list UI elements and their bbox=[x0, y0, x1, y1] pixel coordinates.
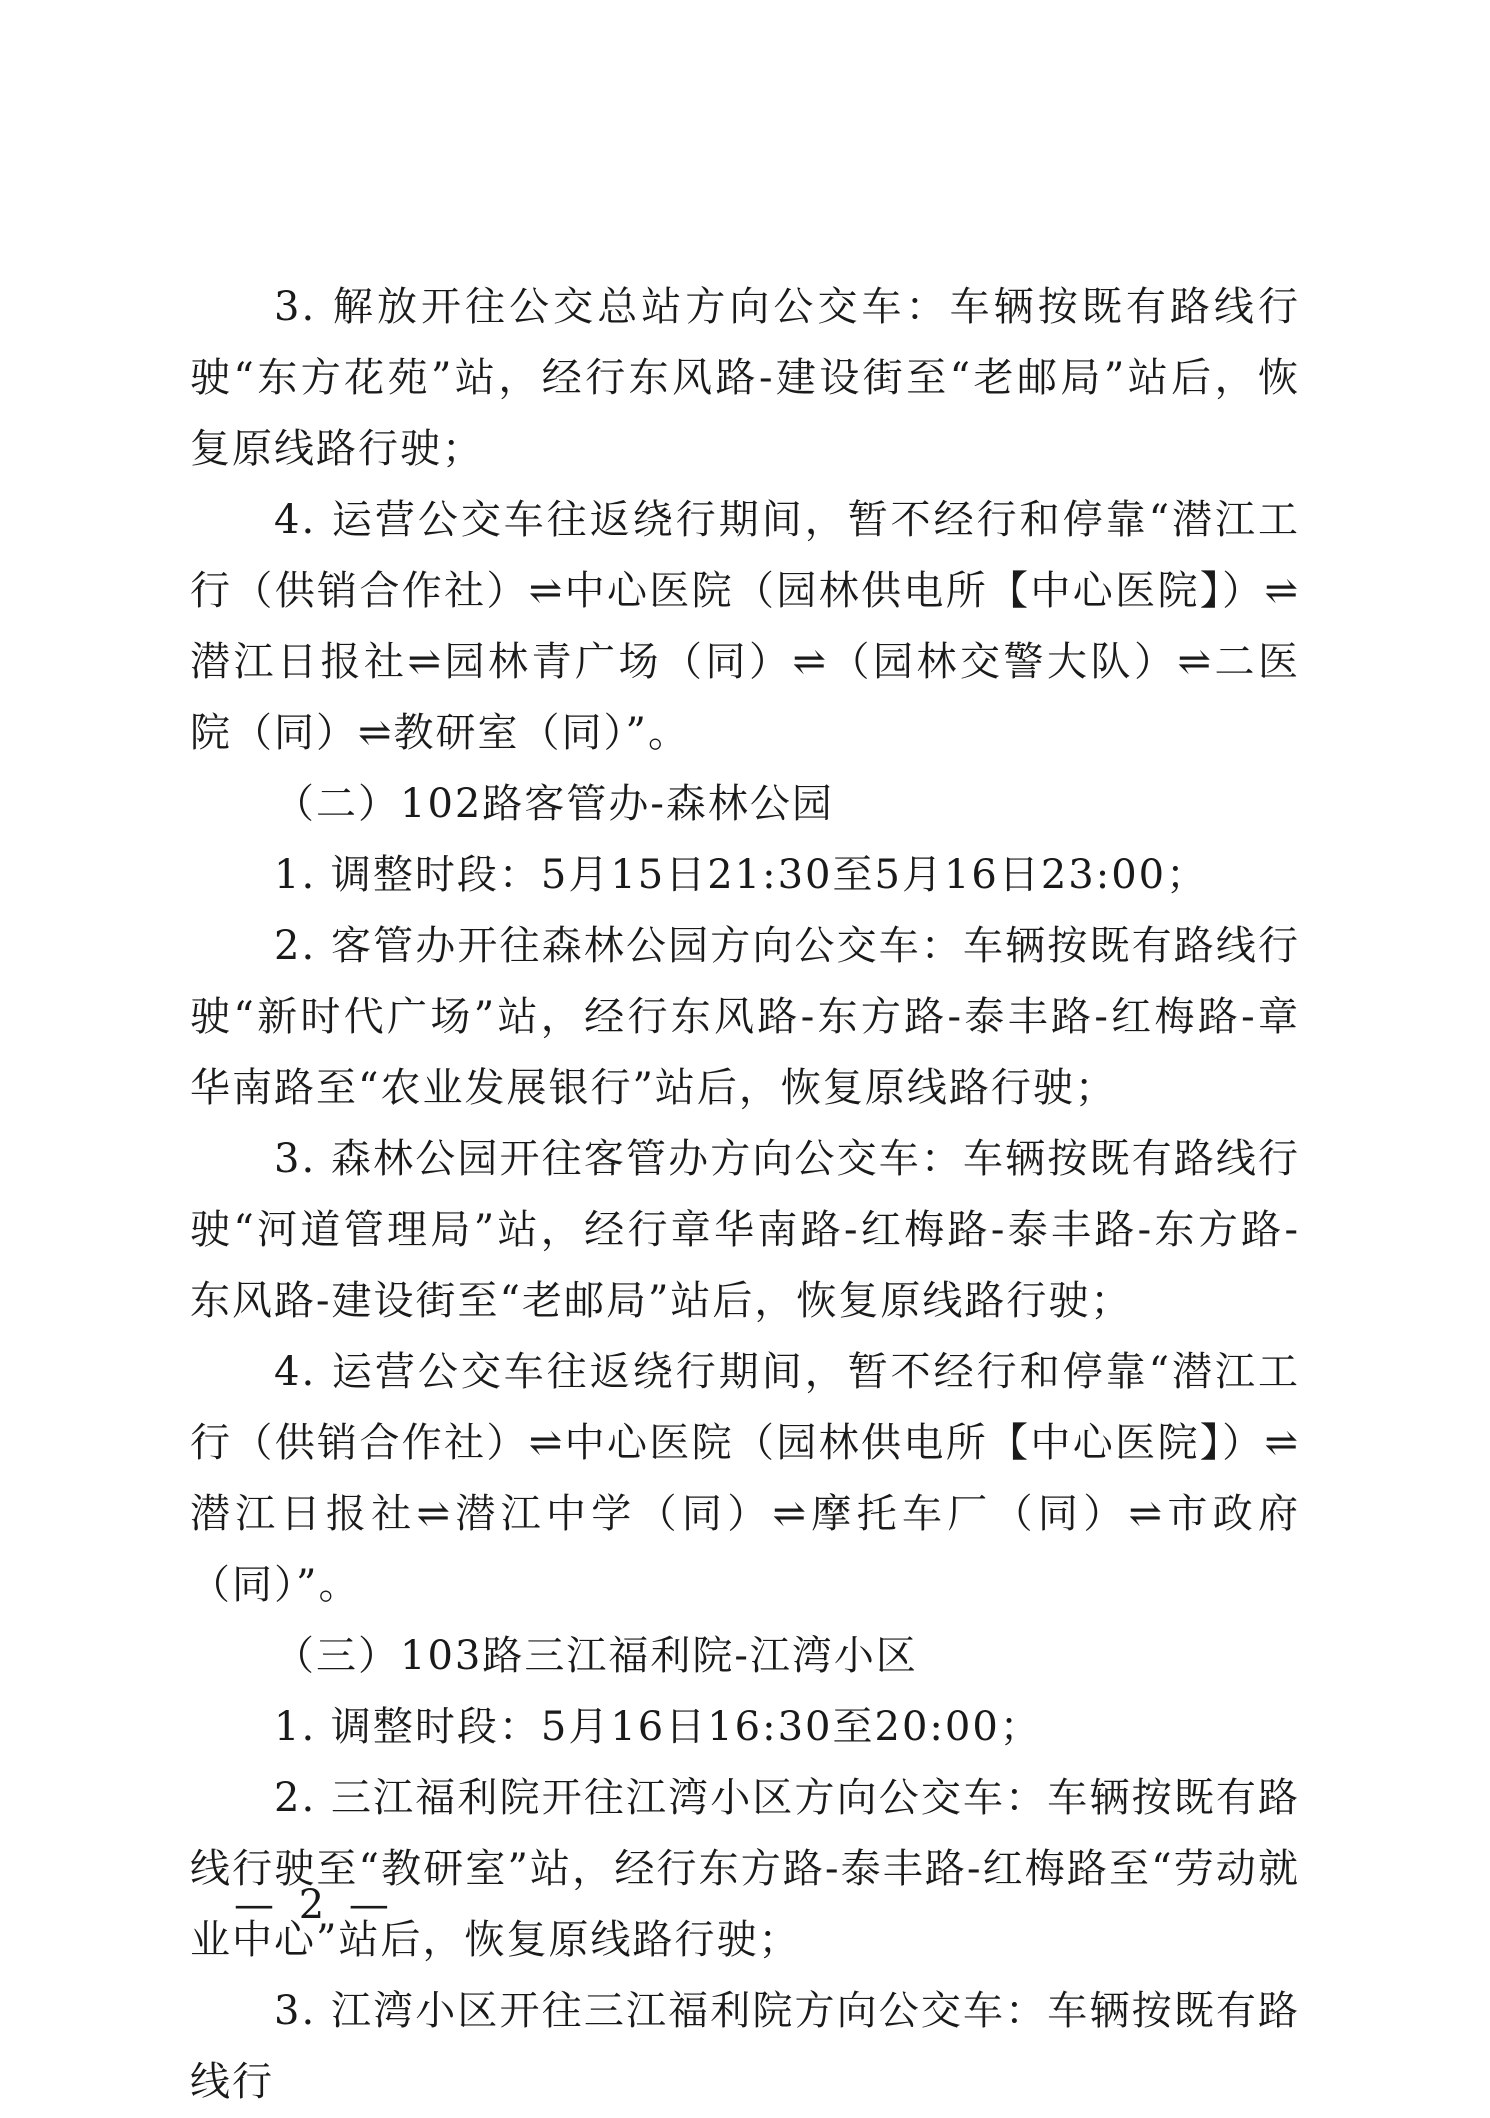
paragraph: 3. 森林公园开往客管办方向公交车：车辆按既有路线行驶“河道管理局”站，经行章华南路-红梅路-泰丰路-东方路-东风路-建设街至“老邮局”站后，恢复原线路行驶； bbox=[190, 1136, 1300, 1324]
section-heading: （三）103路三江福利院-江湾小区 bbox=[274, 1633, 918, 1679]
paragraph: 3. 江湾小区开往三江福利院方向公交车：车辆按既有路线行 bbox=[190, 1988, 1300, 2105]
page-number: — 2 — bbox=[234, 1882, 395, 1928]
paragraph: 2. 三江福利院开往江湾小区方向公交车：车辆按既有路线行驶至“教研室”站，经行东方路-泰丰路-红梅路至“劳动就业中心”站后，恢复原线路行驶； bbox=[190, 1775, 1300, 1963]
paragraph: 4. 运营公交车往返绕行期间，暂不经行和停靠“潜江工行（供销合作社）⇌中心医院（园林供电所【中心医院】）⇌潜江日报社⇌潜江中学（同）⇌摩托车厂（同）⇌市政府（同）”。 bbox=[190, 1349, 1300, 1608]
paragraph: 1. 调整时段：5月15日21:30至5月16日23:00； bbox=[274, 852, 1209, 898]
paragraph: 2. 客管办开往森林公园方向公交车：车辆按既有路线行驶“新时代广场”站，经行东风路-东方路-泰丰路-红梅路-章华南路至“农业发展银行”站后，恢复原线路行驶； bbox=[190, 923, 1300, 1111]
document-body bbox=[190, 272, 1300, 2118]
paragraph: 3. 解放开往公交总站方向公交车：车辆按既有路线行驶“东方花苑”站，经行东风路-建设街至“老邮局”站后，恢复原线路行驶； bbox=[190, 284, 1300, 472]
paragraph: 4. 运营公交车往返绕行期间，暂不经行和停靠“潜江工行（供销合作社）⇌中心医院（园林供电所【中心医院】）⇌潜江日报社⇌园林青广场（同）⇌（园林交警大队）⇌二医院（同）⇌教研室（同）”。 bbox=[190, 497, 1300, 756]
section-heading: （二）102路客管办-森林公园 bbox=[274, 781, 834, 827]
paragraph: 1. 调整时段：5月16日16:30至20:00； bbox=[274, 1704, 1042, 1750]
